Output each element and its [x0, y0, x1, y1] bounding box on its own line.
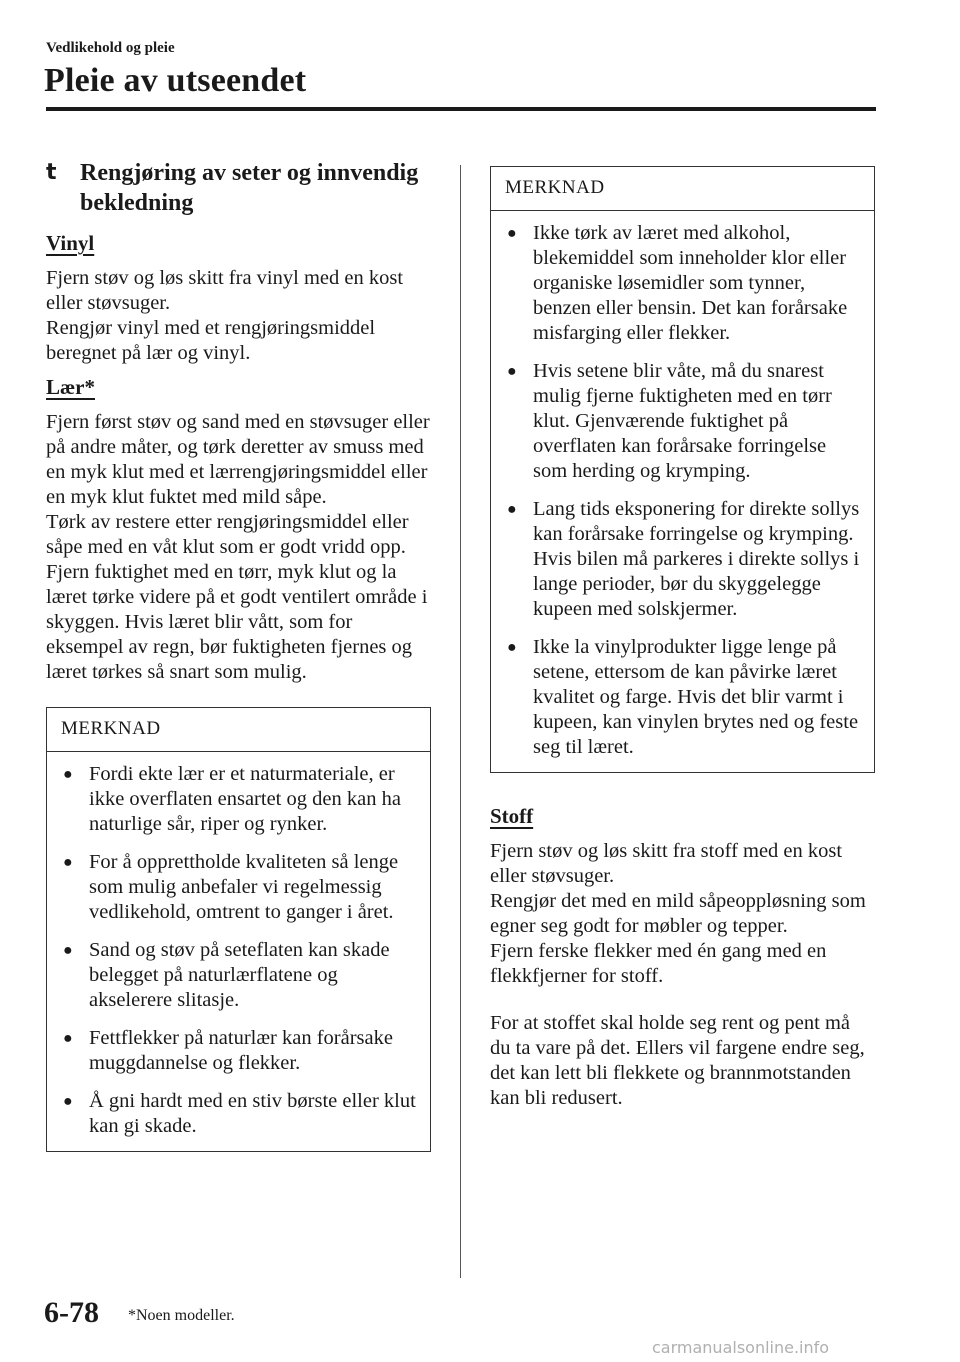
- note-item: [505, 221, 860, 346]
- note-box-care: [490, 166, 875, 773]
- leather-text-2: Tørk av restere etter rengjøringsmiddel eller såpe med en våt klut som er godt vridd opp.: [46, 511, 409, 558]
- note-item-text: Ikke tørk av læret med alkohol, blekemiddel som inneholder klor eller organiske løsemidler som tynner, benzen eller bensin. Det kan forårsake misfarging eller flekker.: [533, 222, 848, 344]
- left-column: [46, 158, 431, 1152]
- footnote: *Noen modeller.: [128, 1307, 235, 1324]
- note-item: [61, 1026, 416, 1076]
- leather-subheading: Lær*: [46, 375, 95, 399]
- note-body: [47, 752, 430, 1151]
- bullet-icon: ●: [507, 501, 517, 518]
- title-rule: [46, 107, 876, 111]
- note-item: [61, 938, 416, 1013]
- note-item-text: Lang tids eksponering for direkte sollys kan forårsake forringelse og krymping. Hvis bilen må parkeres i direkte sollys i lange perioder, bør du skyggelegge kupeen med solskjermer.: [533, 498, 860, 620]
- note-body: [491, 211, 874, 772]
- note-title: MERKNAD: [47, 708, 430, 752]
- note-item-text: Å gni hardt med en stiv børste eller klut kan gi skade.: [89, 1090, 416, 1137]
- note-item-text: Hvis setene blir våte, må du snarest mulig fjerne fuktigheten med en tørr klut. Gjenværende fuktighet på overflaten kan forårsake forringelse som herding og krymping.: [533, 360, 832, 482]
- bullet-icon: ●: [63, 854, 73, 871]
- bullet-icon: ●: [63, 942, 73, 959]
- fabric-text-2: Rengjør det med en mild såpeoppløsning som egner seg godt for møbler og tepper.: [490, 890, 866, 937]
- watermark: carmanualsonline.info: [652, 1338, 830, 1357]
- bullet-icon: ●: [63, 1030, 73, 1047]
- note-item: [505, 635, 860, 760]
- note-item: [61, 762, 416, 837]
- note-item: [61, 850, 416, 925]
- vinyl-text-2: Rengjør vinyl med et rengjøringsmiddel beregnet på lær og vinyl.: [46, 317, 376, 364]
- note-item-text: Fettflekker på naturlær kan forårsake muggdannelse og flekker.: [89, 1027, 393, 1074]
- bullet-icon: ●: [63, 766, 73, 783]
- bullet-icon: ●: [63, 1093, 73, 1110]
- fabric-subheading: Stoff: [490, 804, 534, 828]
- fabric-closing: For at stoffet skal holde seg rent og pent må du ta vare på det. Ellers vil fargene endre seg, det kan lett bli flekkete og brannmotstanden kan bli redusert.: [490, 1012, 865, 1109]
- note-item-text: Ikke la vinylprodukter ligge lenge på setene, ettersom de kan påvirke læret kvalitet og farge. Hvis det blir varmt i kupeen, kan vinylen brytes ned og feste seg til læret.: [533, 636, 859, 758]
- bullet-icon: ●: [507, 363, 517, 380]
- column-divider: [460, 165, 461, 1278]
- leather-text-3: Fjern fuktighet med en tørr, myk klut og la læret tørke videre på et godt ventilert område i skyggen. Hvis læret blir vått, som for eksempel av regn, bør fuktigheten fjernes og læret tørkes så snart som mulig.: [46, 561, 428, 683]
- note-item: [61, 1089, 416, 1139]
- page-number: 6-78: [44, 1296, 99, 1329]
- heading-text: Rengjøring av seter og innvendig bekledning: [80, 160, 419, 216]
- bullet-icon: ●: [507, 639, 517, 656]
- right-column: [490, 166, 875, 1119]
- leather-paragraph: [46, 410, 431, 685]
- section-label: Vedlikehold og pleie: [46, 40, 175, 56]
- fabric-paragraph: [490, 839, 875, 989]
- page-title: Pleie av utseendet: [44, 62, 307, 99]
- vinyl-subheading: Vinyl: [46, 231, 95, 255]
- fabric-text-3: Fjern ferske flekker med én gang med en flekkfjerner for stoff.: [490, 940, 827, 987]
- section-heading: [46, 158, 431, 218]
- note-title: MERKNAD: [491, 167, 874, 211]
- note-item: [505, 359, 860, 484]
- note-item-text: Sand og støv på seteflaten kan skade belegget på naturlærflatene og akselerere slitasje.: [89, 939, 390, 1011]
- note-box-leather: [46, 707, 431, 1152]
- fabric-text-1: Fjern støv og løs skitt fra stoff med en kost eller støvsuger.: [490, 840, 843, 887]
- note-item-text: Fordi ekte lær er et naturmateriale, er ikke overflaten ensartet og den kan ha naturlige sår, riper og rynker.: [89, 763, 401, 835]
- leather-text-1: Fjern først støv og sand med en støvsuger eller på andre måter, og tørk deretter av smuss med en myk klut med et lærrengjøringsmiddel eller en myk klut fuktet med mild såpe.: [46, 411, 430, 508]
- note-item-text: For å opprettholde kvaliteten så lenge som mulig anbefaler vi regelmessig vedlikehold, omtrent to ganger i året.: [89, 851, 399, 923]
- vinyl-text-1: Fjern støv og løs skitt fra vinyl med en kost eller støvsuger.: [46, 267, 404, 314]
- vinyl-paragraph: [46, 266, 431, 366]
- heading-marker: t: [46, 160, 57, 185]
- bullet-icon: ●: [507, 225, 517, 242]
- note-item: [505, 497, 860, 622]
